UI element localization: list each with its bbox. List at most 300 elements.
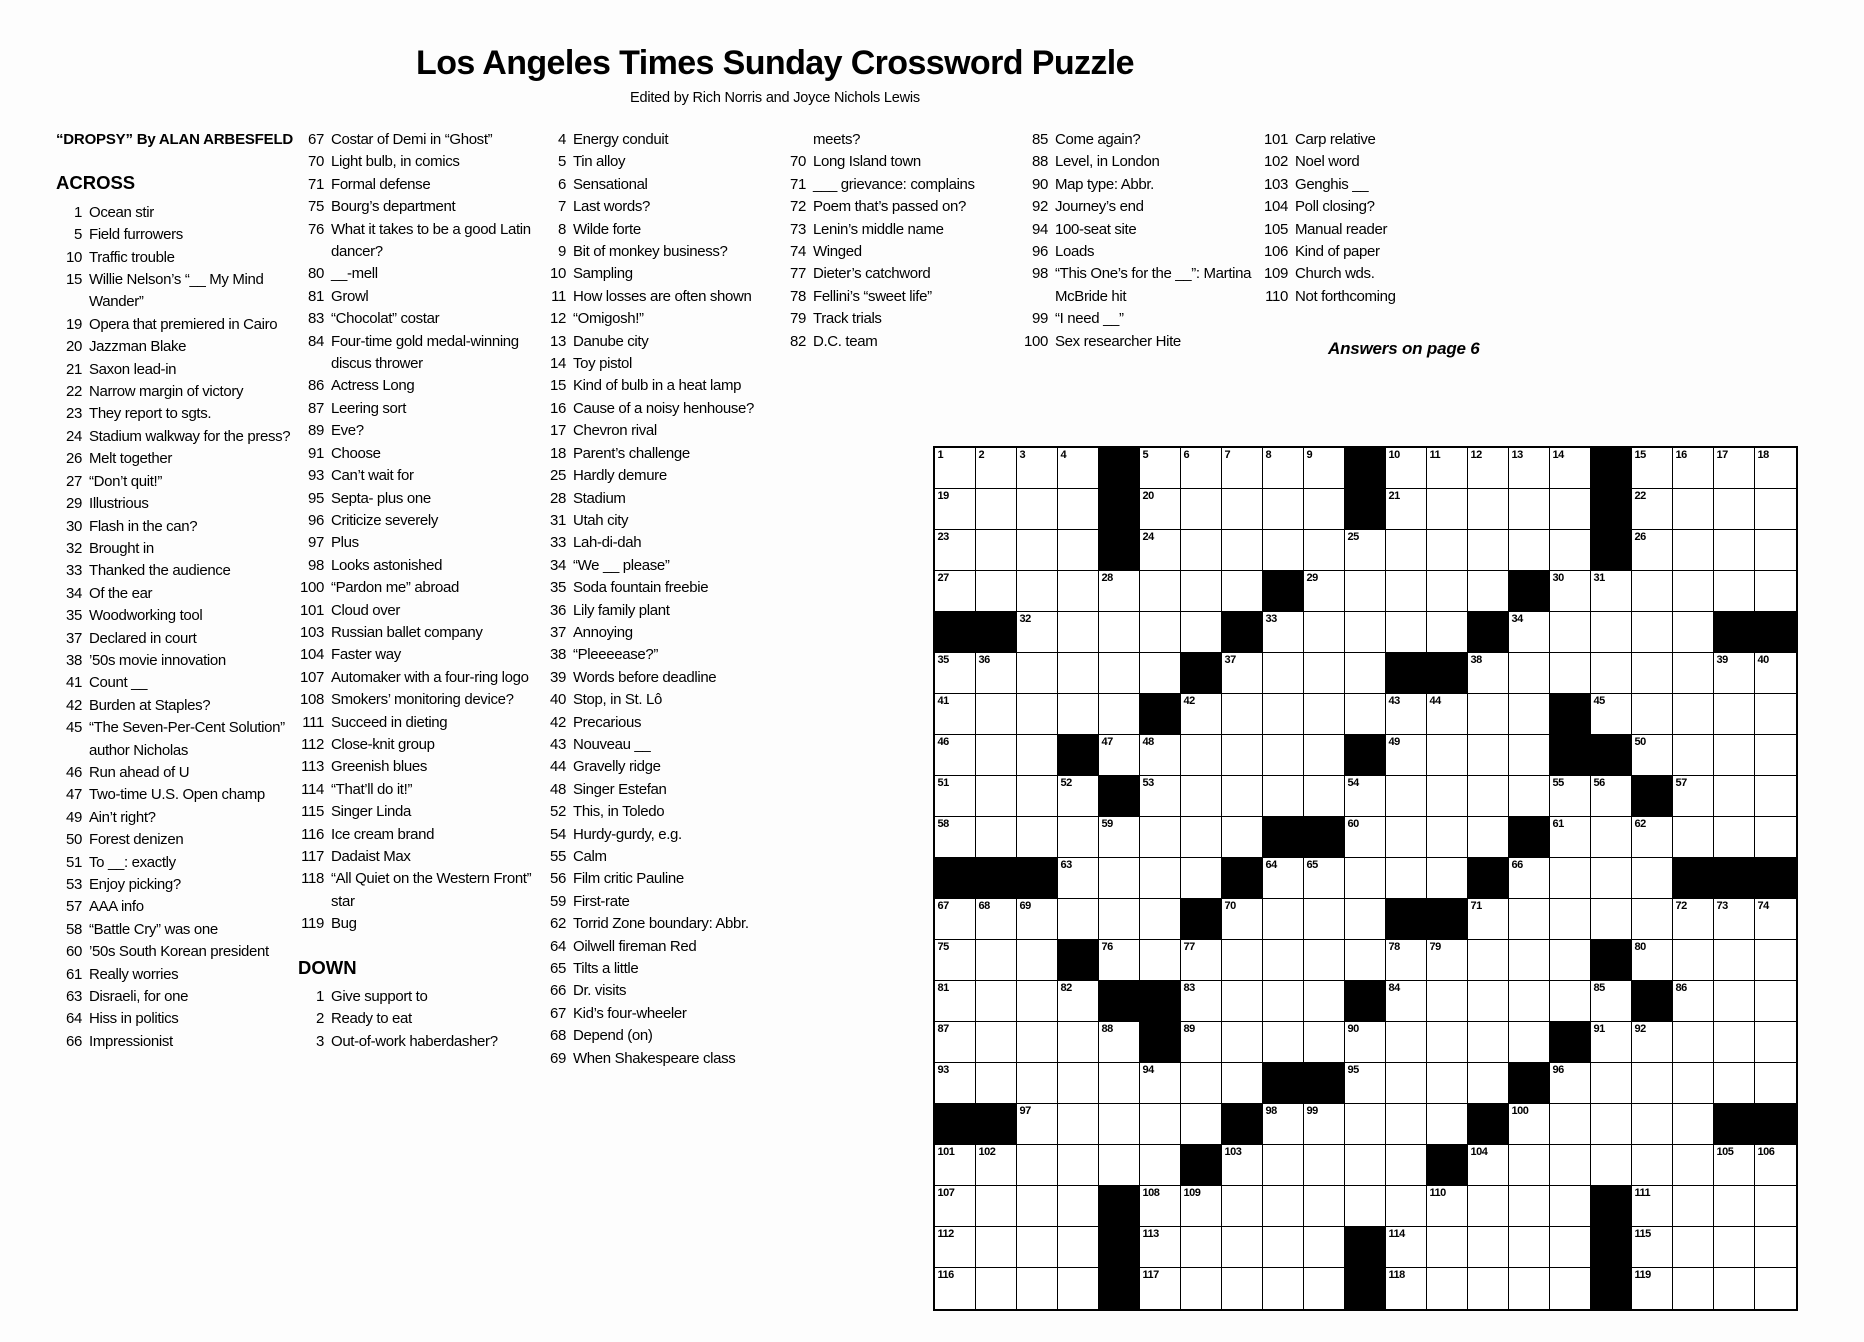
grid-cell-r4c16[interactable] bbox=[1550, 571, 1591, 612]
grid-cell-r6c21[interactable] bbox=[1755, 653, 1796, 694]
grid-cell-r4c18[interactable] bbox=[1632, 571, 1673, 612]
grid-cell-r3c18[interactable] bbox=[1632, 530, 1673, 571]
grid-cell-r11c17[interactable] bbox=[1591, 858, 1632, 899]
grid-cell-r4c14[interactable] bbox=[1468, 571, 1509, 612]
grid-cell-r4c4[interactable] bbox=[1058, 571, 1099, 612]
grid-cell-r3c13[interactable] bbox=[1427, 530, 1468, 571]
grid-cell-r18c15[interactable] bbox=[1509, 1145, 1550, 1186]
grid-cell-r8c5[interactable] bbox=[1099, 735, 1140, 776]
grid-cell-r15c1[interactable] bbox=[935, 1022, 976, 1063]
grid-cell-r18c4[interactable] bbox=[1058, 1145, 1099, 1186]
grid-cell-r2c15[interactable] bbox=[1509, 489, 1550, 530]
grid-cell-r19c21[interactable] bbox=[1755, 1186, 1796, 1227]
grid-cell-r9c20[interactable] bbox=[1714, 776, 1755, 817]
grid-cell-r6c4[interactable] bbox=[1058, 653, 1099, 694]
grid-cell-r11c11[interactable] bbox=[1345, 858, 1386, 899]
grid-cell-r9c3[interactable] bbox=[1017, 776, 1058, 817]
grid-cell-r7c9[interactable] bbox=[1263, 694, 1304, 735]
grid-cell-r18c6[interactable] bbox=[1140, 1145, 1181, 1186]
grid-cell-r9c11[interactable] bbox=[1345, 776, 1386, 817]
grid-cell-r3c12[interactable] bbox=[1386, 530, 1427, 571]
grid-cell-r16c6[interactable] bbox=[1140, 1063, 1181, 1104]
grid-cell-r9c13[interactable] bbox=[1427, 776, 1468, 817]
grid-cell-r19c3[interactable] bbox=[1017, 1186, 1058, 1227]
grid-cell-r20c3[interactable] bbox=[1017, 1227, 1058, 1268]
grid-cell-r12c10[interactable] bbox=[1304, 899, 1345, 940]
grid-cell-r7c21[interactable] bbox=[1755, 694, 1796, 735]
grid-cell-r5c17[interactable] bbox=[1591, 612, 1632, 653]
grid-cell-r9c21[interactable] bbox=[1755, 776, 1796, 817]
grid-cell-r21c14[interactable] bbox=[1468, 1268, 1509, 1309]
grid-cell-r4c11[interactable] bbox=[1345, 571, 1386, 612]
grid-cell-r5c6[interactable] bbox=[1140, 612, 1181, 653]
grid-cell-r10c19[interactable] bbox=[1673, 817, 1714, 858]
grid-cell-r13c14[interactable] bbox=[1468, 940, 1509, 981]
grid-cell-r21c9[interactable] bbox=[1263, 1268, 1304, 1309]
grid-cell-r15c5[interactable] bbox=[1099, 1022, 1140, 1063]
grid-cell-r15c2[interactable] bbox=[976, 1022, 1017, 1063]
grid-cell-r16c7[interactable] bbox=[1181, 1063, 1222, 1104]
grid-cell-r16c14[interactable] bbox=[1468, 1063, 1509, 1104]
grid-cell-r14c2[interactable] bbox=[976, 981, 1017, 1022]
grid-cell-r21c4[interactable] bbox=[1058, 1268, 1099, 1309]
grid-cell-r2c21[interactable] bbox=[1755, 489, 1796, 530]
grid-cell-r14c7[interactable] bbox=[1181, 981, 1222, 1022]
grid-cell-r1c14[interactable] bbox=[1468, 448, 1509, 489]
grid-cell-r8c21[interactable] bbox=[1755, 735, 1796, 776]
grid-cell-r7c11[interactable] bbox=[1345, 694, 1386, 735]
grid-cell-r5c3[interactable] bbox=[1017, 612, 1058, 653]
grid-cell-r19c14[interactable] bbox=[1468, 1186, 1509, 1227]
grid-cell-r14c4[interactable] bbox=[1058, 981, 1099, 1022]
grid-cell-r20c1[interactable] bbox=[935, 1227, 976, 1268]
grid-cell-r3c7[interactable] bbox=[1181, 530, 1222, 571]
grid-cell-r16c8[interactable] bbox=[1222, 1063, 1263, 1104]
grid-cell-r3c9[interactable] bbox=[1263, 530, 1304, 571]
grid-cell-r13c11[interactable] bbox=[1345, 940, 1386, 981]
grid-cell-r13c1[interactable] bbox=[935, 940, 976, 981]
grid-cell-r14c12[interactable] bbox=[1386, 981, 1427, 1022]
grid-cell-r14c3[interactable] bbox=[1017, 981, 1058, 1022]
grid-cell-r20c10[interactable] bbox=[1304, 1227, 1345, 1268]
grid-cell-r7c5[interactable] bbox=[1099, 694, 1140, 735]
grid-cell-r8c15[interactable] bbox=[1509, 735, 1550, 776]
grid-cell-r17c11[interactable] bbox=[1345, 1104, 1386, 1145]
grid-cell-r21c12[interactable] bbox=[1386, 1268, 1427, 1309]
grid-cell-r20c13[interactable] bbox=[1427, 1227, 1468, 1268]
grid-cell-r17c6[interactable] bbox=[1140, 1104, 1181, 1145]
grid-cell-r17c7[interactable] bbox=[1181, 1104, 1222, 1145]
grid-cell-r6c20[interactable] bbox=[1714, 653, 1755, 694]
grid-cell-r19c13[interactable] bbox=[1427, 1186, 1468, 1227]
grid-cell-r3c4[interactable] bbox=[1058, 530, 1099, 571]
grid-cell-r12c15[interactable] bbox=[1509, 899, 1550, 940]
grid-cell-r6c11[interactable] bbox=[1345, 653, 1386, 694]
grid-cell-r19c7[interactable] bbox=[1181, 1186, 1222, 1227]
grid-cell-r10c20[interactable] bbox=[1714, 817, 1755, 858]
grid-cell-r7c1[interactable] bbox=[935, 694, 976, 735]
grid-cell-r15c21[interactable] bbox=[1755, 1022, 1796, 1063]
grid-cell-r11c4[interactable] bbox=[1058, 858, 1099, 899]
grid-cell-r13c6[interactable] bbox=[1140, 940, 1181, 981]
grid-cell-r8c20[interactable] bbox=[1714, 735, 1755, 776]
grid-cell-r3c16[interactable] bbox=[1550, 530, 1591, 571]
grid-cell-r5c4[interactable] bbox=[1058, 612, 1099, 653]
grid-cell-r18c17[interactable] bbox=[1591, 1145, 1632, 1186]
grid-cell-r17c4[interactable] bbox=[1058, 1104, 1099, 1145]
grid-cell-r13c7[interactable] bbox=[1181, 940, 1222, 981]
grid-cell-r1c4[interactable] bbox=[1058, 448, 1099, 489]
grid-cell-r18c12[interactable] bbox=[1386, 1145, 1427, 1186]
grid-cell-r11c7[interactable] bbox=[1181, 858, 1222, 899]
grid-cell-r7c19[interactable] bbox=[1673, 694, 1714, 735]
grid-cell-r11c9[interactable] bbox=[1263, 858, 1304, 899]
grid-cell-r18c9[interactable] bbox=[1263, 1145, 1304, 1186]
grid-cell-r16c18[interactable] bbox=[1632, 1063, 1673, 1104]
grid-cell-r6c2[interactable] bbox=[976, 653, 1017, 694]
grid-cell-r15c10[interactable] bbox=[1304, 1022, 1345, 1063]
grid-cell-r13c2[interactable] bbox=[976, 940, 1017, 981]
grid-cell-r15c8[interactable] bbox=[1222, 1022, 1263, 1063]
grid-cell-r3c10[interactable] bbox=[1304, 530, 1345, 571]
grid-cell-r5c11[interactable] bbox=[1345, 612, 1386, 653]
grid-cell-r19c9[interactable] bbox=[1263, 1186, 1304, 1227]
grid-cell-r12c14[interactable] bbox=[1468, 899, 1509, 940]
grid-cell-r7c12[interactable] bbox=[1386, 694, 1427, 735]
grid-cell-r21c21[interactable] bbox=[1755, 1268, 1796, 1309]
grid-cell-r1c21[interactable] bbox=[1755, 448, 1796, 489]
grid-cell-r1c10[interactable] bbox=[1304, 448, 1345, 489]
grid-cell-r18c8[interactable] bbox=[1222, 1145, 1263, 1186]
grid-cell-r2c8[interactable] bbox=[1222, 489, 1263, 530]
grid-cell-r9c2[interactable] bbox=[976, 776, 1017, 817]
grid-cell-r20c4[interactable] bbox=[1058, 1227, 1099, 1268]
grid-cell-r3c8[interactable] bbox=[1222, 530, 1263, 571]
grid-cell-r19c12[interactable] bbox=[1386, 1186, 1427, 1227]
grid-cell-r14c13[interactable] bbox=[1427, 981, 1468, 1022]
grid-cell-r9c8[interactable] bbox=[1222, 776, 1263, 817]
grid-cell-r14c9[interactable] bbox=[1263, 981, 1304, 1022]
grid-cell-r17c12[interactable] bbox=[1386, 1104, 1427, 1145]
grid-cell-r15c12[interactable] bbox=[1386, 1022, 1427, 1063]
grid-cell-r18c10[interactable] bbox=[1304, 1145, 1345, 1186]
grid-cell-r3c1[interactable] bbox=[935, 530, 976, 571]
grid-cell-r12c4[interactable] bbox=[1058, 899, 1099, 940]
grid-cell-r14c17[interactable] bbox=[1591, 981, 1632, 1022]
grid-cell-r8c8[interactable] bbox=[1222, 735, 1263, 776]
grid-cell-r16c19[interactable] bbox=[1673, 1063, 1714, 1104]
grid-cell-r3c2[interactable] bbox=[976, 530, 1017, 571]
grid-cell-r2c16[interactable] bbox=[1550, 489, 1591, 530]
grid-cell-r12c16[interactable] bbox=[1550, 899, 1591, 940]
grid-cell-r13c18[interactable] bbox=[1632, 940, 1673, 981]
grid-cell-r20c12[interactable] bbox=[1386, 1227, 1427, 1268]
grid-cell-r19c1[interactable] bbox=[935, 1186, 976, 1227]
grid-cell-r10c18[interactable] bbox=[1632, 817, 1673, 858]
grid-cell-r18c19[interactable] bbox=[1673, 1145, 1714, 1186]
grid-cell-r10c3[interactable] bbox=[1017, 817, 1058, 858]
grid-cell-r8c6[interactable] bbox=[1140, 735, 1181, 776]
grid-cell-r13c20[interactable] bbox=[1714, 940, 1755, 981]
grid-cell-r3c11[interactable] bbox=[1345, 530, 1386, 571]
grid-cell-r2c13[interactable] bbox=[1427, 489, 1468, 530]
grid-cell-r1c8[interactable] bbox=[1222, 448, 1263, 489]
grid-cell-r3c15[interactable] bbox=[1509, 530, 1550, 571]
grid-cell-r19c6[interactable] bbox=[1140, 1186, 1181, 1227]
grid-cell-r12c3[interactable] bbox=[1017, 899, 1058, 940]
grid-cell-r8c2[interactable] bbox=[976, 735, 1017, 776]
grid-cell-r8c7[interactable] bbox=[1181, 735, 1222, 776]
grid-cell-r21c16[interactable] bbox=[1550, 1268, 1591, 1309]
grid-cell-r10c1[interactable] bbox=[935, 817, 976, 858]
grid-cell-r2c3[interactable] bbox=[1017, 489, 1058, 530]
grid-cell-r9c9[interactable] bbox=[1263, 776, 1304, 817]
grid-cell-r4c10[interactable] bbox=[1304, 571, 1345, 612]
grid-cell-r2c19[interactable] bbox=[1673, 489, 1714, 530]
grid-cell-r4c20[interactable] bbox=[1714, 571, 1755, 612]
grid-cell-r14c1[interactable] bbox=[935, 981, 976, 1022]
grid-cell-r10c11[interactable] bbox=[1345, 817, 1386, 858]
grid-cell-r5c5[interactable] bbox=[1099, 612, 1140, 653]
grid-cell-r7c14[interactable] bbox=[1468, 694, 1509, 735]
grid-cell-r1c9[interactable] bbox=[1263, 448, 1304, 489]
grid-cell-r8c3[interactable] bbox=[1017, 735, 1058, 776]
grid-cell-r2c4[interactable] bbox=[1058, 489, 1099, 530]
grid-cell-r18c5[interactable] bbox=[1099, 1145, 1140, 1186]
grid-cell-r20c20[interactable] bbox=[1714, 1227, 1755, 1268]
grid-cell-r7c20[interactable] bbox=[1714, 694, 1755, 735]
grid-cell-r16c1[interactable] bbox=[935, 1063, 976, 1104]
grid-cell-r2c12[interactable] bbox=[1386, 489, 1427, 530]
grid-cell-r20c7[interactable] bbox=[1181, 1227, 1222, 1268]
grid-cell-r15c9[interactable] bbox=[1263, 1022, 1304, 1063]
grid-cell-r4c19[interactable] bbox=[1673, 571, 1714, 612]
grid-cell-r8c18[interactable] bbox=[1632, 735, 1673, 776]
grid-cell-r5c7[interactable] bbox=[1181, 612, 1222, 653]
grid-cell-r17c16[interactable] bbox=[1550, 1104, 1591, 1145]
grid-cell-r11c10[interactable] bbox=[1304, 858, 1345, 899]
grid-cell-r4c6[interactable] bbox=[1140, 571, 1181, 612]
grid-cell-r12c17[interactable] bbox=[1591, 899, 1632, 940]
grid-cell-r17c19[interactable] bbox=[1673, 1104, 1714, 1145]
grid-cell-r9c16[interactable] bbox=[1550, 776, 1591, 817]
grid-cell-r13c5[interactable] bbox=[1099, 940, 1140, 981]
grid-cell-r12c2[interactable] bbox=[976, 899, 1017, 940]
grid-cell-r5c16[interactable] bbox=[1550, 612, 1591, 653]
grid-cell-r7c2[interactable] bbox=[976, 694, 1017, 735]
grid-cell-r17c13[interactable] bbox=[1427, 1104, 1468, 1145]
grid-cell-r1c20[interactable] bbox=[1714, 448, 1755, 489]
grid-cell-r1c2[interactable] bbox=[976, 448, 1017, 489]
grid-cell-r17c10[interactable] bbox=[1304, 1104, 1345, 1145]
grid-cell-r5c15[interactable] bbox=[1509, 612, 1550, 653]
grid-cell-r21c20[interactable] bbox=[1714, 1268, 1755, 1309]
grid-cell-r18c1[interactable] bbox=[935, 1145, 976, 1186]
grid-cell-r4c21[interactable] bbox=[1755, 571, 1796, 612]
grid-cell-r14c8[interactable] bbox=[1222, 981, 1263, 1022]
grid-cell-r18c16[interactable] bbox=[1550, 1145, 1591, 1186]
grid-cell-r6c14[interactable] bbox=[1468, 653, 1509, 694]
grid-cell-r13c19[interactable] bbox=[1673, 940, 1714, 981]
grid-cell-r9c12[interactable] bbox=[1386, 776, 1427, 817]
grid-cell-r4c5[interactable] bbox=[1099, 571, 1140, 612]
grid-cell-r15c3[interactable] bbox=[1017, 1022, 1058, 1063]
grid-cell-r1c7[interactable] bbox=[1181, 448, 1222, 489]
grid-cell-r21c8[interactable] bbox=[1222, 1268, 1263, 1309]
grid-cell-r14c19[interactable] bbox=[1673, 981, 1714, 1022]
grid-cell-r21c7[interactable] bbox=[1181, 1268, 1222, 1309]
grid-cell-r14c14[interactable] bbox=[1468, 981, 1509, 1022]
grid-cell-r21c15[interactable] bbox=[1509, 1268, 1550, 1309]
grid-cell-r10c6[interactable] bbox=[1140, 817, 1181, 858]
grid-cell-r9c7[interactable] bbox=[1181, 776, 1222, 817]
grid-cell-r16c16[interactable] bbox=[1550, 1063, 1591, 1104]
grid-cell-r1c15[interactable] bbox=[1509, 448, 1550, 489]
grid-cell-r10c13[interactable] bbox=[1427, 817, 1468, 858]
grid-cell-r21c3[interactable] bbox=[1017, 1268, 1058, 1309]
grid-cell-r12c19[interactable] bbox=[1673, 899, 1714, 940]
grid-cell-r13c15[interactable] bbox=[1509, 940, 1550, 981]
grid-cell-r8c10[interactable] bbox=[1304, 735, 1345, 776]
grid-cell-r12c18[interactable] bbox=[1632, 899, 1673, 940]
grid-cell-r7c13[interactable] bbox=[1427, 694, 1468, 735]
grid-cell-r2c18[interactable] bbox=[1632, 489, 1673, 530]
grid-cell-r14c15[interactable] bbox=[1509, 981, 1550, 1022]
grid-cell-r6c10[interactable] bbox=[1304, 653, 1345, 694]
grid-cell-r2c6[interactable] bbox=[1140, 489, 1181, 530]
grid-cell-r20c14[interactable] bbox=[1468, 1227, 1509, 1268]
grid-cell-r8c19[interactable] bbox=[1673, 735, 1714, 776]
grid-cell-r18c11[interactable] bbox=[1345, 1145, 1386, 1186]
grid-cell-r7c7[interactable] bbox=[1181, 694, 1222, 735]
grid-cell-r19c18[interactable] bbox=[1632, 1186, 1673, 1227]
grid-cell-r4c2[interactable] bbox=[976, 571, 1017, 612]
grid-cell-r19c11[interactable] bbox=[1345, 1186, 1386, 1227]
grid-cell-r20c19[interactable] bbox=[1673, 1227, 1714, 1268]
grid-cell-r2c20[interactable] bbox=[1714, 489, 1755, 530]
grid-cell-r7c3[interactable] bbox=[1017, 694, 1058, 735]
grid-cell-r6c1[interactable] bbox=[935, 653, 976, 694]
grid-cell-r7c4[interactable] bbox=[1058, 694, 1099, 735]
grid-cell-r3c20[interactable] bbox=[1714, 530, 1755, 571]
grid-cell-r19c19[interactable] bbox=[1673, 1186, 1714, 1227]
grid-cell-r4c3[interactable] bbox=[1017, 571, 1058, 612]
grid-cell-r18c3[interactable] bbox=[1017, 1145, 1058, 1186]
grid-cell-r15c14[interactable] bbox=[1468, 1022, 1509, 1063]
grid-cell-r4c17[interactable] bbox=[1591, 571, 1632, 612]
grid-cell-r19c4[interactable] bbox=[1058, 1186, 1099, 1227]
grid-cell-r8c1[interactable] bbox=[935, 735, 976, 776]
grid-cell-r5c19[interactable] bbox=[1673, 612, 1714, 653]
grid-cell-r2c14[interactable] bbox=[1468, 489, 1509, 530]
grid-cell-r10c17[interactable] bbox=[1591, 817, 1632, 858]
grid-cell-r6c3[interactable] bbox=[1017, 653, 1058, 694]
grid-cell-r3c14[interactable] bbox=[1468, 530, 1509, 571]
grid-cell-r9c10[interactable] bbox=[1304, 776, 1345, 817]
grid-cell-r13c10[interactable] bbox=[1304, 940, 1345, 981]
grid-cell-r12c21[interactable] bbox=[1755, 899, 1796, 940]
grid-cell-r5c9[interactable] bbox=[1263, 612, 1304, 653]
grid-cell-r13c12[interactable] bbox=[1386, 940, 1427, 981]
grid-cell-r15c4[interactable] bbox=[1058, 1022, 1099, 1063]
grid-cell-r14c10[interactable] bbox=[1304, 981, 1345, 1022]
grid-cell-r13c8[interactable] bbox=[1222, 940, 1263, 981]
grid-cell-r16c12[interactable] bbox=[1386, 1063, 1427, 1104]
grid-cell-r21c2[interactable] bbox=[976, 1268, 1017, 1309]
grid-cell-r21c19[interactable] bbox=[1673, 1268, 1714, 1309]
grid-cell-r5c12[interactable] bbox=[1386, 612, 1427, 653]
grid-cell-r6c18[interactable] bbox=[1632, 653, 1673, 694]
grid-cell-r20c18[interactable] bbox=[1632, 1227, 1673, 1268]
grid-cell-r4c7[interactable] bbox=[1181, 571, 1222, 612]
grid-cell-r9c6[interactable] bbox=[1140, 776, 1181, 817]
grid-cell-r16c20[interactable] bbox=[1714, 1063, 1755, 1104]
grid-cell-r11c12[interactable] bbox=[1386, 858, 1427, 899]
grid-cell-r19c15[interactable] bbox=[1509, 1186, 1550, 1227]
grid-cell-r5c10[interactable] bbox=[1304, 612, 1345, 653]
grid-cell-r7c17[interactable] bbox=[1591, 694, 1632, 735]
grid-cell-r9c15[interactable] bbox=[1509, 776, 1550, 817]
grid-cell-r20c21[interactable] bbox=[1755, 1227, 1796, 1268]
grid-cell-r10c4[interactable] bbox=[1058, 817, 1099, 858]
grid-cell-r8c13[interactable] bbox=[1427, 735, 1468, 776]
grid-cell-r14c20[interactable] bbox=[1714, 981, 1755, 1022]
grid-cell-r17c17[interactable] bbox=[1591, 1104, 1632, 1145]
grid-cell-r8c14[interactable] bbox=[1468, 735, 1509, 776]
grid-cell-r6c17[interactable] bbox=[1591, 653, 1632, 694]
grid-cell-r21c18[interactable] bbox=[1632, 1268, 1673, 1309]
grid-cell-r16c21[interactable] bbox=[1755, 1063, 1796, 1104]
grid-cell-r21c13[interactable] bbox=[1427, 1268, 1468, 1309]
grid-cell-r16c13[interactable] bbox=[1427, 1063, 1468, 1104]
grid-cell-r1c18[interactable] bbox=[1632, 448, 1673, 489]
grid-cell-r15c11[interactable] bbox=[1345, 1022, 1386, 1063]
grid-cell-r18c2[interactable] bbox=[976, 1145, 1017, 1186]
grid-cell-r14c16[interactable] bbox=[1550, 981, 1591, 1022]
grid-cell-r20c6[interactable] bbox=[1140, 1227, 1181, 1268]
grid-cell-r1c16[interactable] bbox=[1550, 448, 1591, 489]
grid-cell-r6c19[interactable] bbox=[1673, 653, 1714, 694]
grid-cell-r20c15[interactable] bbox=[1509, 1227, 1550, 1268]
grid-cell-r15c18[interactable] bbox=[1632, 1022, 1673, 1063]
grid-cell-r8c12[interactable] bbox=[1386, 735, 1427, 776]
grid-cell-r13c21[interactable] bbox=[1755, 940, 1796, 981]
grid-cell-r20c2[interactable] bbox=[976, 1227, 1017, 1268]
grid-cell-r20c16[interactable] bbox=[1550, 1227, 1591, 1268]
grid-cell-r18c21[interactable] bbox=[1755, 1145, 1796, 1186]
grid-cell-r1c13[interactable] bbox=[1427, 448, 1468, 489]
grid-cell-r12c8[interactable] bbox=[1222, 899, 1263, 940]
grid-cell-r7c8[interactable] bbox=[1222, 694, 1263, 735]
grid-cell-r10c16[interactable] bbox=[1550, 817, 1591, 858]
grid-cell-r7c10[interactable] bbox=[1304, 694, 1345, 735]
grid-cell-r12c11[interactable] bbox=[1345, 899, 1386, 940]
grid-cell-r15c15[interactable] bbox=[1509, 1022, 1550, 1063]
grid-cell-r17c3[interactable] bbox=[1017, 1104, 1058, 1145]
grid-cell-r11c16[interactable] bbox=[1550, 858, 1591, 899]
grid-cell-r7c15[interactable] bbox=[1509, 694, 1550, 735]
grid-cell-r15c13[interactable] bbox=[1427, 1022, 1468, 1063]
grid-cell-r10c21[interactable] bbox=[1755, 817, 1796, 858]
grid-cell-r20c9[interactable] bbox=[1263, 1227, 1304, 1268]
grid-cell-r19c16[interactable] bbox=[1550, 1186, 1591, 1227]
grid-cell-r10c14[interactable] bbox=[1468, 817, 1509, 858]
grid-cell-r4c1[interactable] bbox=[935, 571, 976, 612]
grid-cell-r4c13[interactable] bbox=[1427, 571, 1468, 612]
grid-cell-r11c18[interactable] bbox=[1632, 858, 1673, 899]
grid-cell-r1c12[interactable] bbox=[1386, 448, 1427, 489]
grid-cell-r12c6[interactable] bbox=[1140, 899, 1181, 940]
